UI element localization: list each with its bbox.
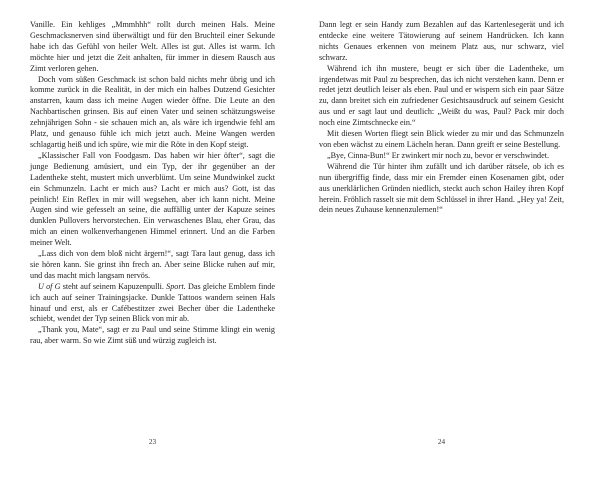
left-page-text (30, 20, 275, 347)
paragraph-emblem (30, 282, 275, 326)
sport-text: Sport. (166, 281, 186, 291)
page-number-right: 24 (437, 438, 446, 446)
paragraph: „Thank you, Mate“, sagt er zu Paul und seine Stimme klingt ein wenig rau, aber warm. So wie Zimt süß und würzig zugleich ist. (30, 325, 275, 346)
right-page (300, 0, 600, 478)
paragraph-part: Das gleiche Emblem finde ich auch auf seiner Trainingsjacke. Dunkle Tattoos wandern seinen Hals hinauf und erst, als er Cafébestitzer zwei Becher über die Ladentheke schiebt, wendet der Typ seinen Blick von mir ab. (30, 281, 275, 324)
paragraph: Mit diesen Worten fliegt sein Blick wieder zu mir und das Schmunzeln von eben wächst zu einem Lächeln heran. Dann greift er seine Bestellung. (319, 129, 564, 149)
paragraph: Während ich ihn mustere, beugt er sich über die Ladentheke, um irgendetwas mit Paul zu besprechen, das ich nicht verstehen kann. Denn er redet jetzt deutlich leiser als eben. Paul und er wispern sich ein paar Sätze zu, dann breitet sich ein zufriedener Gesichtsausdruck auf seinem Gesicht aus und er sagt laut und deutlich: „Weißt du was, Paul? Pack mir doch noch eine Zimtschnecke ein.“ (319, 63, 564, 128)
paragraph: Vanille. Ein kehliges „Mmmhhh“ rollt durch meinen Hals. Meine Geschmacksnerven sind überwältigt und für den Bruchteil einer Sekunde habe ich das Gefühl von heiler Welt. Alles ist gut. Alles ist warm. Ich möchte hier und jetzt die Zeit anhalten, für immer in diesem Rausch aus Zimt verloren gehen. (30, 20, 275, 73)
paragraph: Doch vom süßen Geschmack ist schon bald nichts mehr übrig und ich komme zurück in die Realität, in der mich ein halbes Dutzend Gesichter anstarren, kaum dass ich meine Augen wieder öffne. Die Leute an den Nachbartischen grinsen. Bis auf einen Vater und seinen schätzungsweise zehnjährigen Sohn - sie schauen mich an, als wäre ich irgendwie fehl am Platz, und genauso fühle ich mich jetzt auch. Meine Wangen werden schlagartig heiß und ich spüre, wie mir die Röte in den Kopf steigt. (30, 74, 275, 149)
emblem-text: U of G (38, 281, 61, 291)
paragraph: „Klassischer Fall von Foodgasm. Das haben wir hier öfter“, sagt die junge Bedienung amüsiert, und ein Typ, der ihr gegenüber an der Ladentheke steht, mustert mich unverblümt. Um seine Mundwinkel zuckt ein Schmunzeln. Lacht er mich aus? Lacht er mich aus? Gott, ist das peinlich! Ein Reflex in mir will wegsehen, aber ich kann nicht. Meine Augen sind wie gefesselt an seine, die auffällig unter der Kapuze seines dunklen Pullovers hervorstechen. Ein verwaschenes Blau, eher Grau, das mich an einen wolkenverhangenen Himmel erinnert. Und an die Farben meiner Welt. (30, 150, 275, 248)
page-number-left: 23 (148, 438, 157, 446)
paragraph: Dann legt er sein Handy zum Bezahlen auf das Kartenlesegerät und ich entdecke eine weitere Tätowierung auf seinem Handrücken. Ich kann nichts Genaues erkennen von meinem Platz aus, nur schwarz, viel schwarz. (319, 20, 564, 62)
right-page-text (319, 20, 564, 216)
paragraph: Während die Tür hinter ihm zufällt und ich darüber rätsele, ob ich es nun übergriffig finde, dass mir ein Fremder einen Kosenamen gibt, oder aus unerklärlichen Gründen niedlich, steckt auch schon Hailey ihren Kopf herein. Fröhlich rasselt sie mit dem Schlüssel in ihrer Hand. „Hey ya! Zeit, dein neues Zuhause kennenzulernen!“ (319, 161, 564, 215)
paragraph: „Lass dich von dem bloß nicht ärgern!“, sagt Tara laut genug, dass ich sie hören kann. Sie grinst ihn frech an. Aber seine Blicke ruhen auf mir, und das macht mich langsam nervös. (30, 249, 275, 280)
paragraph: „Bye, Cinna-Bun!“ Er zwinkert mir noch zu, bevor er verschwindet. (327, 150, 550, 160)
paragraph-part: steht auf seinem Kapuzenpulli. (60, 281, 167, 291)
